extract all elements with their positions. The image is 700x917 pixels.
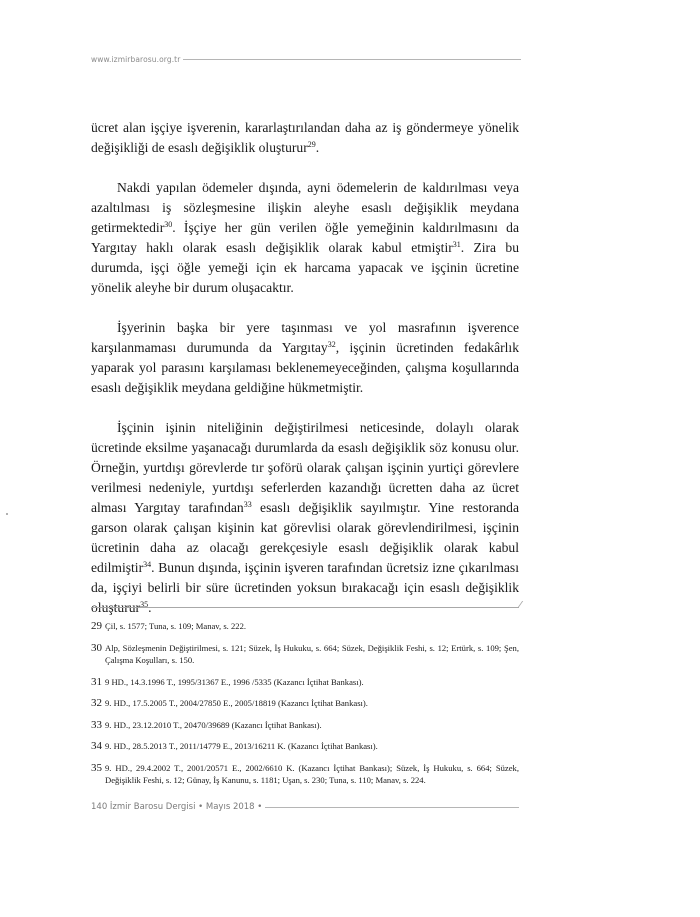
footnote-text: 9. HD., 17.5.2005 T., 2004/27850 E., 2005/18819 (Kazancı İçtihat Bankası). — [105, 698, 368, 708]
footnote-text: 9 HD., 14.3.1996 T., 1995/31367 E., 1996 /5335 (Kazancı İçtihat Bankası). — [105, 676, 364, 687]
header-rule — [183, 59, 521, 60]
footnote-number: 35 — [91, 761, 102, 774]
paragraph-text: İşçinin işinin niteliğinin değiştirilmesi neticesinde, dolaylı olarak ücretinde eksilme yaşanacağı durumlarda da esaslı değişiklik söz konusu olur. Örneğin, yurtdışı görevlerde tır şoförü olarak çalışan işçinin yurtiçi görevlere verilmesi nedeniyle, yurtdışı seferlerden kazandığı ücretten daha az ücret alması Yargıtay tarafından — [91, 420, 519, 515]
footnote-ref: 30 — [164, 220, 173, 229]
footnote-number: 31 — [91, 675, 102, 688]
footnote-number: 29 — [91, 620, 102, 632]
footnote — [91, 676, 519, 689]
footnote — [91, 697, 519, 710]
paragraph — [91, 178, 519, 298]
footnote — [91, 740, 519, 753]
paragraph — [91, 418, 519, 618]
footnote-number: 33 — [91, 718, 102, 731]
footnotes — [91, 620, 519, 796]
footnote — [91, 620, 519, 633]
footnote-text: Alp, Sözleşmenin Değiştirilmesi, s. 121; Süzek, İş Hukuku, s. 664; Süzek, Değişiklik Feshi, s. 12; Ertürk, s. 109; Şen, Çalışma Koşulları, s. 150. — [105, 642, 519, 665]
footnote-ref: 29 — [307, 140, 316, 149]
paragraph-text: Nakdi yapılan ödemeler dışında, ayni ödemelerin de kaldırılması veya azaltılması iş sözleşmesine ilişkin aleyhe esaslı değişiklik meydana getirmektedir — [91, 180, 519, 235]
paragraph-text: . — [315, 140, 320, 155]
footnote — [91, 719, 519, 732]
paragraph-text: . İşçiye her gün verilen öğle yemeğinin kaldırılmasını da Yargıtay haklı olarak esaslı değişiklik olarak kabul etmiştir — [91, 220, 519, 255]
paragraph — [91, 318, 519, 398]
footnote-separator — [91, 601, 519, 609]
header-site-url: www.izmirbarosu.org.tr — [91, 54, 181, 64]
footnote-ref: 34 — [143, 560, 152, 569]
footnote — [91, 762, 519, 787]
paragraph-text: ücret alan işçiye işverenin, kararlaştırılandan daha az iş göndermeye yönelik değişikliği de esaslı değişiklik oluşturur — [91, 120, 519, 155]
paragraph-text: . — [148, 600, 152, 615]
footnote-text: 9. HD., 23.12.2010 T., 20470/39689 (Kazancı İçtihat Bankası). — [105, 719, 322, 730]
footnote-number: 30 — [91, 641, 102, 654]
page-footer — [91, 800, 519, 814]
paragraph-text: , işçinin ücretinden fedakârlık yaparak yol parasını karşılaması beklenemeyeceğinden, çalışma koşullarında esaslı değişiklik meydana geldiğine hükmetmiştir. — [91, 340, 520, 395]
footer-rule — [265, 807, 519, 808]
footnote-text: Çil, s. 1577; Tuna, s. 109; Manav, s. 222. — [105, 621, 247, 631]
paragraph-text: esaslı değişiklik sayılmıştır. Yine restoranda garson olarak çalışan kişinin kat görevlisi olarak görevlendirilmesi, işçinin ücretinin daha az olacağı gerekçesiyle esaslı değişiklik olarak kabul edilmiştir — [91, 500, 520, 575]
paragraph — [91, 118, 519, 158]
footnote-ref: 33 — [243, 500, 252, 509]
footnote — [91, 642, 519, 667]
paragraph-text: İşyerinin başka bir yere taşınması ve yol masrafının işverence karşılanmaması durumunda da Yargıtay — [91, 320, 519, 355]
page-header — [91, 52, 521, 66]
footer-label: 140 İzmir Barosu Dergisi • Mayıs 2018 • — [91, 802, 263, 812]
footnote-number: 34 — [91, 740, 102, 752]
footnote-ref: 35 — [140, 600, 149, 609]
paragraph-text: . Bunun dışında, işçinin işveren tarafından ücretsiz izne çıkarılması da, işçiyi belirli bir süre ücretinden yoksun bırakacağı için esaslı değişiklik oluşturur — [91, 560, 519, 615]
paragraph-text: . Zira bu durumda, işçi öğle yemeği için ek harcama yapacak ve işçinin ücretine yönelik aleyhe bir durum oluşacaktır. — [91, 240, 519, 295]
footnote-ref: 32 — [327, 340, 336, 349]
footnote-ref: 31 — [452, 240, 461, 249]
margin-mark — [6, 513, 8, 515]
body-text — [91, 118, 519, 618]
footnote-text: 9. HD., 28.5.2013 T., 2011/14779 E., 2013/16211 K. (Kazancı İçtihat Bankası). — [105, 741, 378, 751]
footnote-number: 32 — [91, 697, 102, 709]
footnote-text: 9. HD., 29.4.2002 T., 2001/20571 E., 2002/6610 K. (Kazancı İçtihat Bankası); Süzek, İş Hukuku, s. 664; Süzek, Değişiklik Feshi, s. 12; Günay, İş Kanunu, s. 1181; Uşan, s. 230; Tuna, s. 110; Manav, s. 224. — [105, 762, 519, 785]
